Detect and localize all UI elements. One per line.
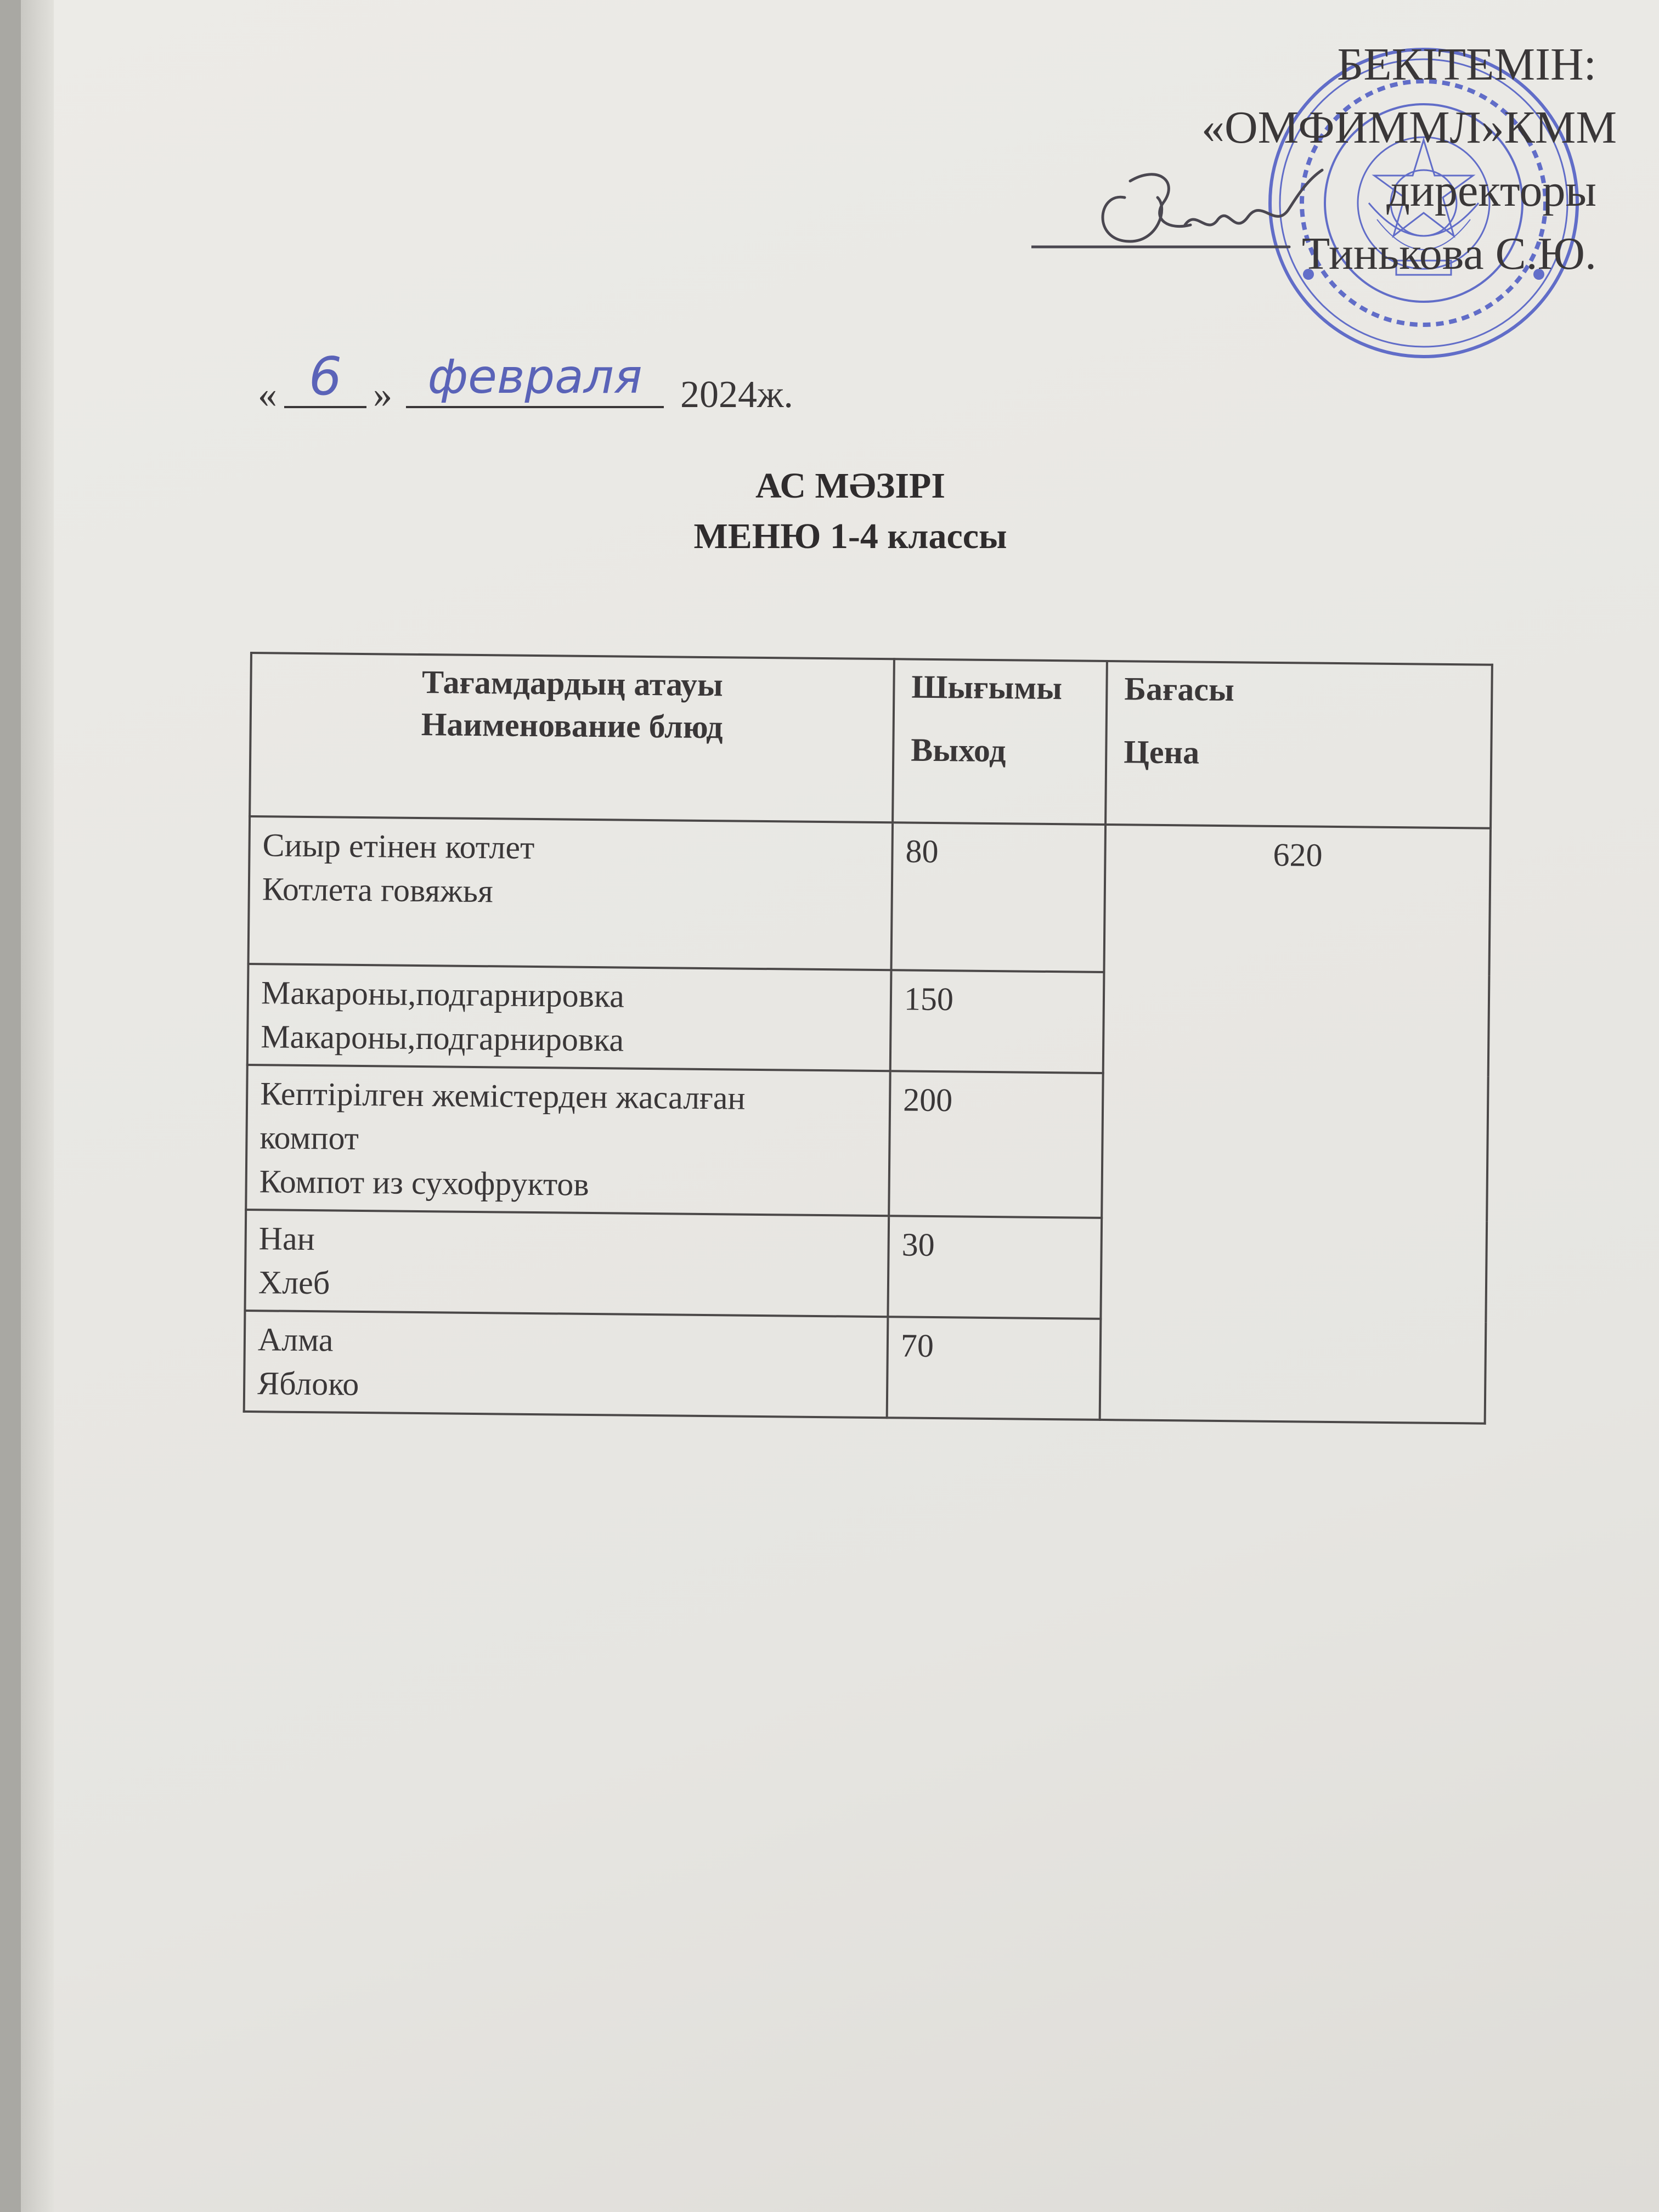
dish-name-cell [246,1065,890,1216]
dish-name-line: Сиыр етінен котлет [262,827,535,866]
dish-yield-cell: 150 [890,970,1104,1073]
header-price [1105,661,1492,828]
dish-name-line: Котлета говяжья [262,871,493,910]
approval-block [1201,33,1617,285]
date-day: 6 [284,351,366,408]
date-year: 2024ж. [680,374,793,416]
dish-name-line: Кептірілген жемістерден жасалған [259,1075,746,1116]
dish-name-line: Нан [258,1220,315,1257]
title-kazakh: АС МӘЗІРІ [755,466,946,506]
header-price-kz: Бағасы [1124,670,1235,708]
table-row [249,816,1491,976]
date-close-quote: » [373,374,392,416]
approval-position: директоры [1386,165,1596,216]
header-dish-name [250,653,894,822]
menu-table [243,652,1493,1425]
dish-name-cell [249,816,893,970]
dish-name-line: Хлеб [258,1264,330,1301]
dish-name-cell [244,1311,888,1418]
dish-yield-cell: 30 [888,1216,1102,1319]
dish-yield-cell: 80 [891,822,1105,972]
price-cell: 620 [1100,825,1491,1424]
dish-name-line: Компот из сухофруктов [259,1163,589,1203]
page-title [603,461,1097,562]
dish-name-line: Макароны,подгарнировка [260,1018,624,1058]
sheet-left-edge [21,0,54,2212]
dish-name-cell [245,1210,889,1317]
date-line [258,347,861,428]
header-dish-name-ru: Наименование блюд [421,706,724,746]
date-open-quote: « [258,374,277,416]
header-yield-ru: Выход [911,731,1006,769]
header-yield [893,659,1107,825]
dish-yield-cell: 70 [887,1317,1101,1420]
approval-organization: «ОМФИММЛ»КММ [1201,102,1617,153]
date-month: февраля [406,351,664,408]
approval-director-name: Тинькова С.Ю. [1301,228,1596,279]
dish-name-line: компот [259,1119,359,1156]
dish-name-line: Алма [257,1321,334,1358]
header-price-ru: Цена [1124,733,1200,771]
header-dish-name-kz: Тағамдардың атауы [421,664,724,703]
title-russian: МЕНЮ 1-4 классы [693,516,1007,556]
table-header-row [250,653,1492,828]
dish-name-line: Яблоко [257,1365,359,1402]
dish-yield-cell: 200 [889,1071,1103,1218]
approval-heading: БЕКІТЕМІН: [1337,39,1596,90]
dish-name-line: Макароны,подгарнировка [261,974,625,1014]
dish-name-cell [247,964,891,1071]
header-yield-kz: Шығымы [911,668,1063,707]
